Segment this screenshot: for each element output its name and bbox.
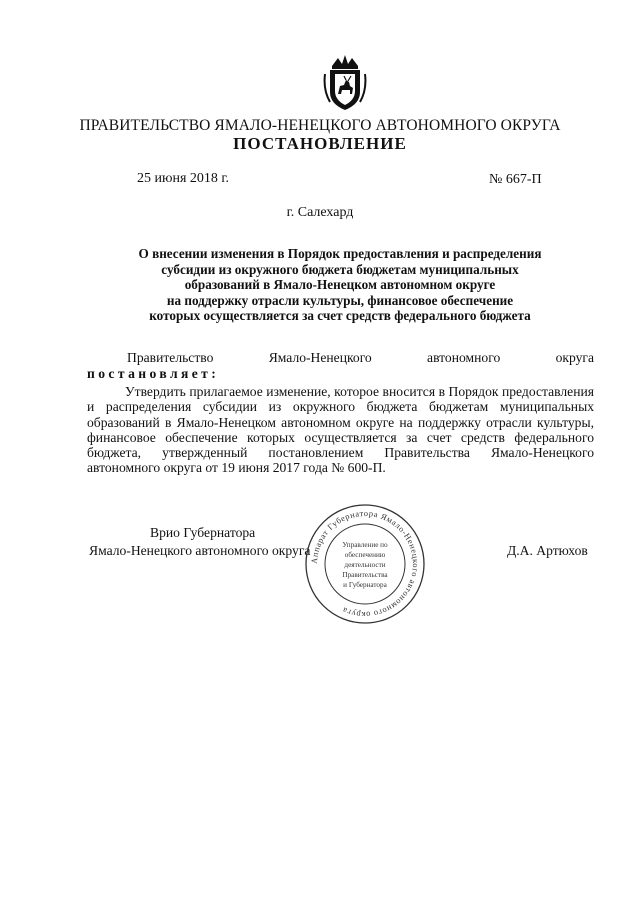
subject-line: образований в Ямало-Ненецком автономном округе	[184, 277, 496, 292]
document-city: г. Салехард	[286, 205, 354, 220]
subject-line: О внесении изменения в Порядок предоставления и распределения	[138, 246, 542, 261]
government-title: ПРАВИТЕЛЬСТВО ЯМАЛО-НЕНЕЦКОГО АВТОНОМНОГО ОКРУГА	[79, 117, 561, 134]
preamble-word: Правительство	[127, 350, 214, 365]
preamble	[87, 350, 594, 381]
subject-line: которых осуществляется за счет средств федерального бюджета	[149, 308, 531, 323]
signatory-name: Д.А. Артюхов	[507, 543, 588, 558]
document-number: № 667-П	[489, 172, 542, 187]
signatory-position-line: Ямало-Ненецкого автономного округа	[89, 543, 311, 558]
subject-line: на поддержку отрасли культуры, финансовое обеспечение	[166, 292, 514, 308]
preamble-word: Ямало-Ненецкого	[268, 350, 372, 365]
stamp-center-line: обеспечению	[344, 551, 386, 559]
stamp-center-line: и Губернатора	[343, 581, 387, 589]
stamp-center-line: Управление по	[342, 541, 388, 549]
coat-of-arms-emblem	[322, 52, 368, 114]
stamp-center-line: деятельности	[344, 561, 386, 569]
preamble-word: округа	[555, 350, 594, 365]
document-date: 25 июня 2018 г.	[137, 171, 230, 186]
stamp-ring-text: Аппарат Губернатора Ямало-Ненецкого автономного округа	[309, 508, 421, 620]
subject-line: субсидии из окружного бюджета бюджетам муниципальных	[161, 261, 519, 277]
document-subject	[100, 246, 580, 324]
signatory-position	[89, 524, 310, 560]
document-type: ПОСТАНОВЛЕНИЕ	[233, 134, 407, 153]
official-stamp	[303, 502, 427, 626]
signatory-position-line: Врио Губернатора	[150, 525, 256, 540]
preamble-verb: постановляет:	[87, 365, 220, 381]
resolution-body: Утвердить прилагаемое изменение, которое вносится в Порядок предоставления и распределения субсидии из окружного бюджета бюджетам муниципальных образований в Ямало-Ненецком автономном округе на поддержку отрасли культуры, финансовое обеспечение которых осуществляется за счет средств федерального бюджета, утвержденный постановлением Правительства Ямало-Ненецкого автономного округа от 19 июня 2017 года № 600-П.	[87, 384, 594, 476]
preamble-word: автономного	[427, 350, 501, 365]
stamp-center-line: Правительства	[342, 571, 388, 579]
